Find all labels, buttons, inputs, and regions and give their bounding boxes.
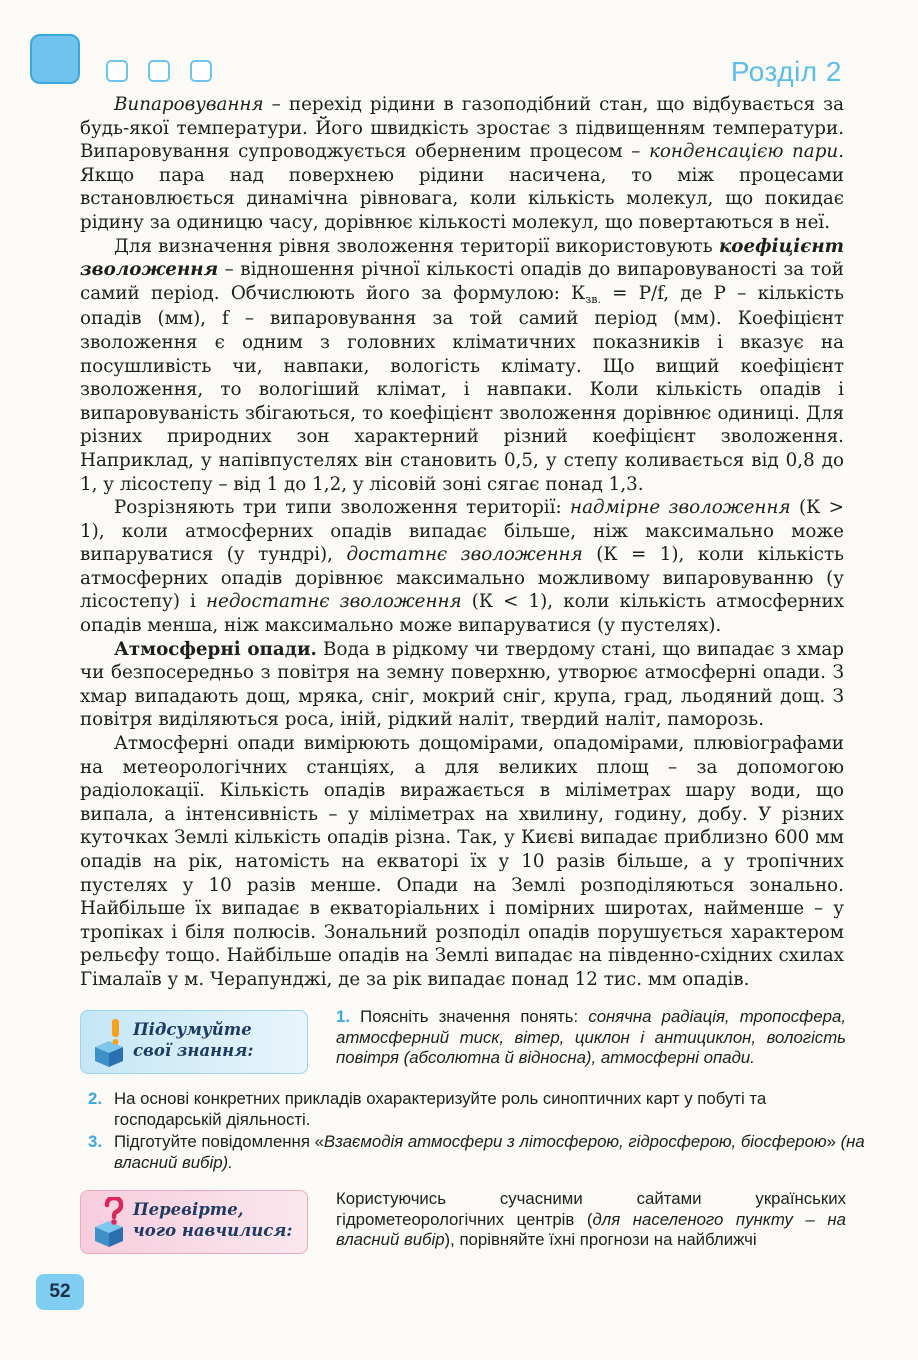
question-2 xyxy=(88,1089,874,1130)
exclamation-cube-icon xyxy=(91,1017,127,1067)
text-run: коефіцієнт зволоження xyxy=(80,235,844,281)
check-task-italic: для населеного пункту – на власний вибір xyxy=(336,1209,846,1249)
text-run: (К < 1), коли кількість атмосферних опадів менша, ніж максимально може випаруватися (у пустелях). xyxy=(80,591,845,637)
paragraph-humidity-coefficient xyxy=(80,235,844,497)
question-3-topic: Взаємодія атмосфери з літосферою, гідросферою, біосферою xyxy=(323,1132,827,1151)
question-3-number: 3. xyxy=(88,1132,102,1151)
paragraph-evaporation xyxy=(80,93,844,235)
question-1-number: 1. xyxy=(336,1007,350,1026)
text-run: зв. xyxy=(585,292,601,306)
text-run: Випаровування xyxy=(114,94,264,115)
text-run: Вода в рідкому чи твердому стані, що випадає з хмар чи безпосередньо з повітря на земну поверхню, утворює атмосферні опади. З хмар випадають дощ, мряка, сніг, мокрий сніг, крупа, град, льодяний дощ. З повітря виділяються роса, іній, рідкий наліт, твердий наліт, паморозь. xyxy=(80,638,844,731)
question-3-lead: Підготуйте повідомлення « xyxy=(114,1132,324,1151)
text-run: . Якщо пара над поверхнею рідини насичена, то між процесами встановлюється динамічна рівновага, коли кількість молекул, що покидає рідину за одиницю часу, дорівнює кількості молекул, що повертаються в неї. xyxy=(80,141,845,233)
summary-card xyxy=(80,1010,308,1074)
page-number: 52 xyxy=(36,1274,84,1310)
corner-decoration-square xyxy=(30,34,80,84)
section-label: Розділ 2 xyxy=(730,56,842,87)
text-run: недостатнє зволоження xyxy=(205,591,462,613)
check-card xyxy=(80,1190,308,1254)
check-card-line2: чого навчилися: xyxy=(133,1221,293,1240)
decor-square-1 xyxy=(106,60,128,82)
text-run: – перехід рідини в газоподібний стан, що відбувається за будь-якої температури. Його швидкість зростає з підвищенням температури. Випаровування супроводжується оберненим процесом – xyxy=(80,94,844,163)
question-1 xyxy=(336,1007,846,1069)
text-run: – відношення річної кількості опадів до випаровуваності за той самий період. Обчислюють його за формулою: К xyxy=(80,259,844,304)
question-2-text: На основі конкретних прикладів охарактеризуйте роль синоптичних карт у побуті та господарській діяльності. xyxy=(114,1089,767,1129)
text-run: достатнє зволоження xyxy=(346,544,583,566)
summary-card-label xyxy=(133,1019,253,1061)
text-run: (К > 1), коли атмосферних опадів випадає більше, ніж максимально може випаруватися (у тундрі), xyxy=(80,497,844,566)
text-run: Атмосферні опади вимірюють дощомірами, опадомірами, плювіографами на метеорологічних станціях, а для великих площ – за допомогою радіолокації. Кількість опадів виражається в міліметрах шару води, що випала, а інтенсивність – у міліметрах на хвилину, годину, добу. У різних куточках Землі кількість опадів різна. Так, у Києві випадає приблизно 600 мм опадів на рік, натомість на екваторі їх у 10 разів більше, а у тропічних пустелях у 10 разів менше. Опади на Землі розподіляються зонально. Найбільше їх випадає в екваторіальних і помірних широтах, найменше – у тропіках і біля полюсів. Зональний розподіл опадів порушується характером рельєфу тощо. Найбільше опадів на Землі випадає на південно-східних схилах Гімалаїв у м. Черапунджі, де за рік випадає понад 12 тис. мм опадів. xyxy=(80,733,844,990)
text-run: конденсацією пари xyxy=(648,141,839,163)
decor-square-3 xyxy=(190,60,212,82)
check-task-lead: Користуючись сучасними сайтами українських гідрометеорологічних центрів ( xyxy=(336,1189,846,1229)
text-run: (К = 1), коли кількість атмосферних опадів дорівнює максимально можливому випаровуванню (у лісостепу) і xyxy=(80,544,845,613)
check-task xyxy=(336,1189,846,1251)
decor-square-2 xyxy=(148,60,170,82)
summary-card-line2: свої знання: xyxy=(133,1041,254,1060)
paragraph-precipitation-measurement xyxy=(80,732,844,992)
paragraph-precipitation xyxy=(80,638,844,732)
check-task-tail: ), порівняйте їхні прогнози на найближчі xyxy=(444,1230,757,1249)
check-card-line1: Перевірте, xyxy=(133,1200,244,1219)
question-3-note: (на власний вибір). xyxy=(114,1132,865,1172)
question-1-terms: сонячна радіація, тропосфера, атмосферний тиск, вітер, циклон і антициклон, вологість повітря (абсолютна й відносна), атмосферні опади. xyxy=(336,1007,846,1067)
question-3-tail: » xyxy=(826,1132,841,1151)
question-cube-icon xyxy=(91,1197,127,1247)
body-text xyxy=(80,93,844,992)
text-run: надмірне зволоження xyxy=(570,497,791,519)
text-run: = P/f, де P – кількість опадів (мм), f – випаровування за той самий період (мм). Коефіцієнт зволоження є одним з головних кліматичних показників і вказує на посушливість чи, навпаки, вологість клімату. Що вищий коефіцієнт зволоження, то вологіший клімат, і навпаки. Коли кількість опадів і випаровуваність збігаються, то коефіцієнт зволоження дорівнює одиниці. Для різних природних зон характерний різний коефіцієнт зволоження. Наприклад, у напівпустелях він становить 0,5, у степу коливається від 0,8 до 1, у лісостепу – від 1 до 1,2, у лісовій зоні сягає понад 1,3. xyxy=(80,282,844,495)
paragraph-humidity-types xyxy=(80,496,844,638)
summary-card-line1: Підсумуйте xyxy=(133,1020,252,1039)
check-card-label xyxy=(133,1199,293,1241)
question-2-number: 2. xyxy=(88,1089,102,1108)
text-run: Атмосферні опади. xyxy=(114,638,317,660)
text-run: Для визначення рівня зволоження території використовують xyxy=(114,235,719,257)
question-1-lead: Поясніть значення понять: xyxy=(360,1007,589,1026)
question-3 xyxy=(88,1132,874,1173)
text-run: Розрізняють три типи зволоження території: xyxy=(114,497,571,519)
